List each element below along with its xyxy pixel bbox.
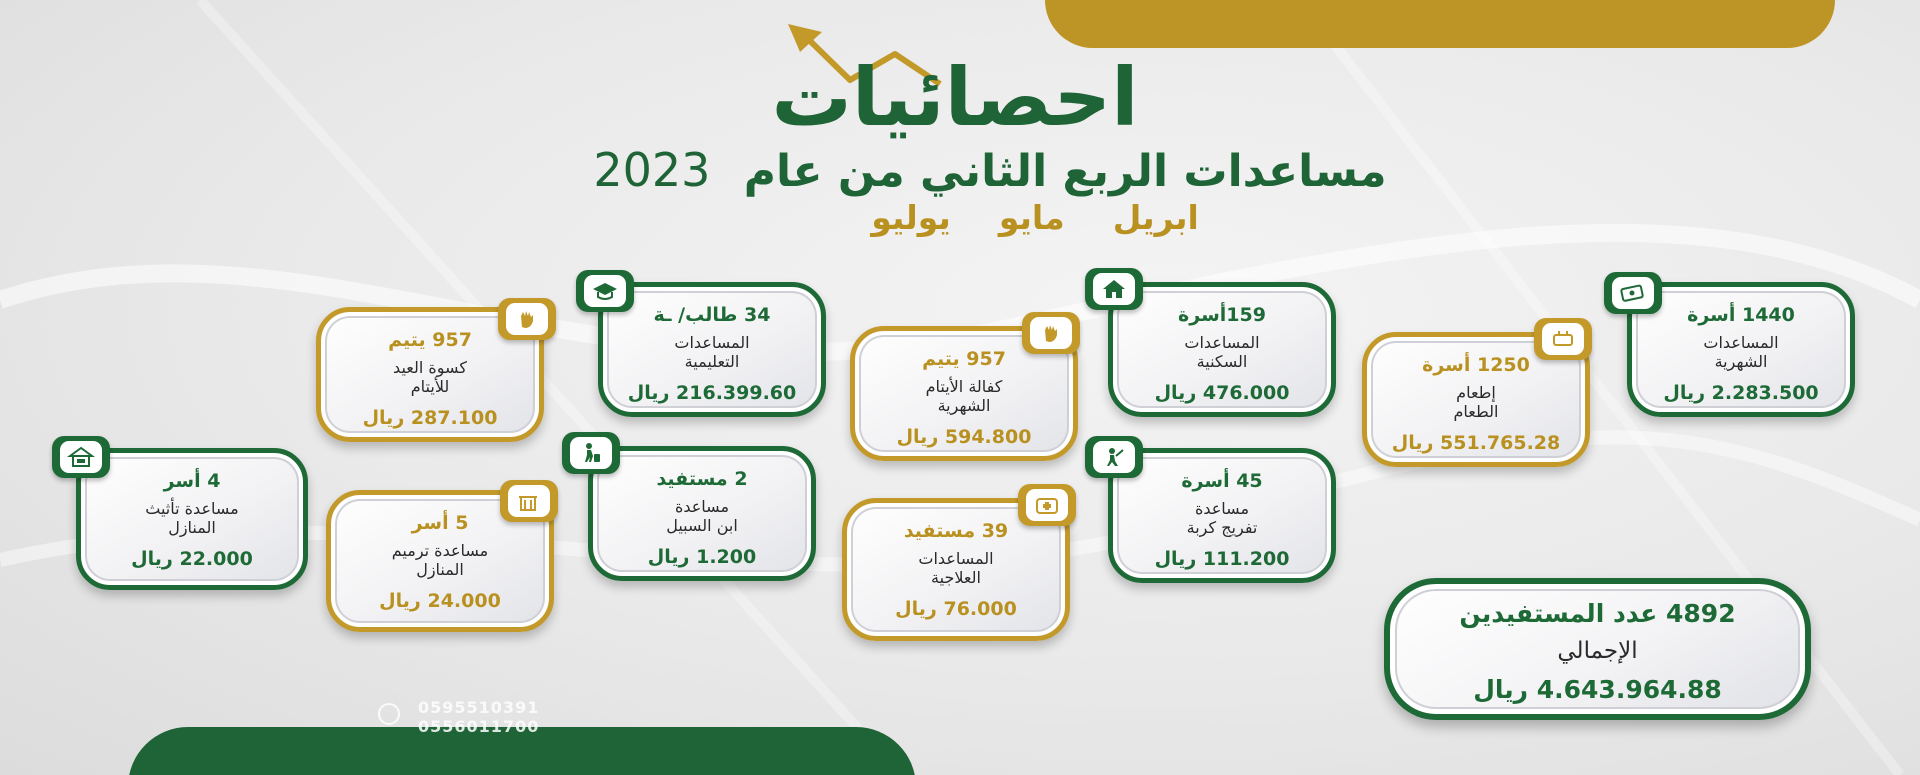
page-title-block [690,22,1230,144]
hand-icon [498,298,556,340]
months-row [810,196,1260,240]
card-amount: 287.100 ريال [362,407,498,429]
total-summary-card [1384,578,1811,720]
card-description: كفالة الأيتام الشهرية [925,377,1003,415]
cash-icon [1604,272,1662,314]
contact-phones [378,700,608,735]
total-beneficiaries: 4892 عدد المستفيدين [1459,599,1736,628]
card-description: مساعدة تفريج كربة [1186,499,1258,537]
card-count: 159أسرة [1178,304,1266,326]
furniture-icon [52,436,110,478]
card-description: إطعام الطعام [1453,383,1499,421]
card-count: 1250 أسرة [1422,354,1530,376]
subtitle-text: مساعدات الربع الثاني من عام [743,146,1387,197]
subtitle-year: 2023 [593,143,711,197]
house-icon [1085,268,1143,310]
card-count: 45 أسرة [1181,470,1263,492]
card-amount: 111.200 ريال [1154,548,1290,570]
card-description: المساعدات العلاجية [918,549,994,587]
card-description: المساعدات السكنية [1184,333,1260,371]
page-subtitle [540,140,1440,200]
traveler-icon [562,432,620,474]
food-icon [1534,318,1592,360]
card-description: كسوة العيد للأيتام [393,358,467,396]
page-title: احصائيات [771,51,1139,144]
month-july: يوليو [871,198,951,237]
card-count: 4 أسر [163,470,221,492]
card-amount: 2.283.500 ريال [1663,382,1819,404]
month-may: مايو [998,198,1065,237]
hand-icon [1022,312,1080,354]
card-amount: 594.800 ريال [896,426,1032,448]
card-count: 1440 أسرة [1687,304,1795,326]
card-description: مساعدة ابن السبيل [666,497,738,535]
card-count: 39 مستفيد [903,520,1009,542]
card-amount: 22.000 ريال [131,548,253,570]
card-description: المساعدات الشهرية [1703,333,1779,371]
relief-icon [1085,436,1143,478]
card-description: مساعدة تأثيث المنازل [145,499,239,537]
card-amount: 551.765.28 ريال [1391,432,1561,454]
graduation-cap-icon [576,270,634,312]
renovation-icon [500,480,558,522]
card-count: 5 أسر [411,512,469,534]
stat-card-home-furnishing [76,448,308,590]
total-amount: 4.643.964.88 ريال [1473,675,1722,704]
card-amount: 76.000 ريال [895,598,1017,620]
card-amount: 476.000 ريال [1154,382,1290,404]
month-april: ابريل [1112,198,1199,237]
phone-number-2: 0556011700 [418,717,540,736]
card-description: المساعدات التعليمية [674,333,750,371]
medical-icon [1018,484,1076,526]
phone-number-1: 0595510391 [418,698,540,717]
card-count: 957 يتيم [388,329,472,351]
stat-card-wayfarer [588,446,816,581]
total-label: الإجمالي [1557,638,1638,664]
card-count: 34 طالب/ ـة [653,304,771,326]
card-description: مساعدة ترميم المنازل [391,541,489,579]
card-amount: 1.200 ريال [647,546,757,568]
card-amount: 216.399.60 ريال [627,382,797,404]
card-amount: 24.000 ريال [379,590,501,612]
card-count: 2 مستفيد [656,468,748,490]
phone-icon [378,703,400,725]
card-count: 957 يتيم [922,348,1006,370]
